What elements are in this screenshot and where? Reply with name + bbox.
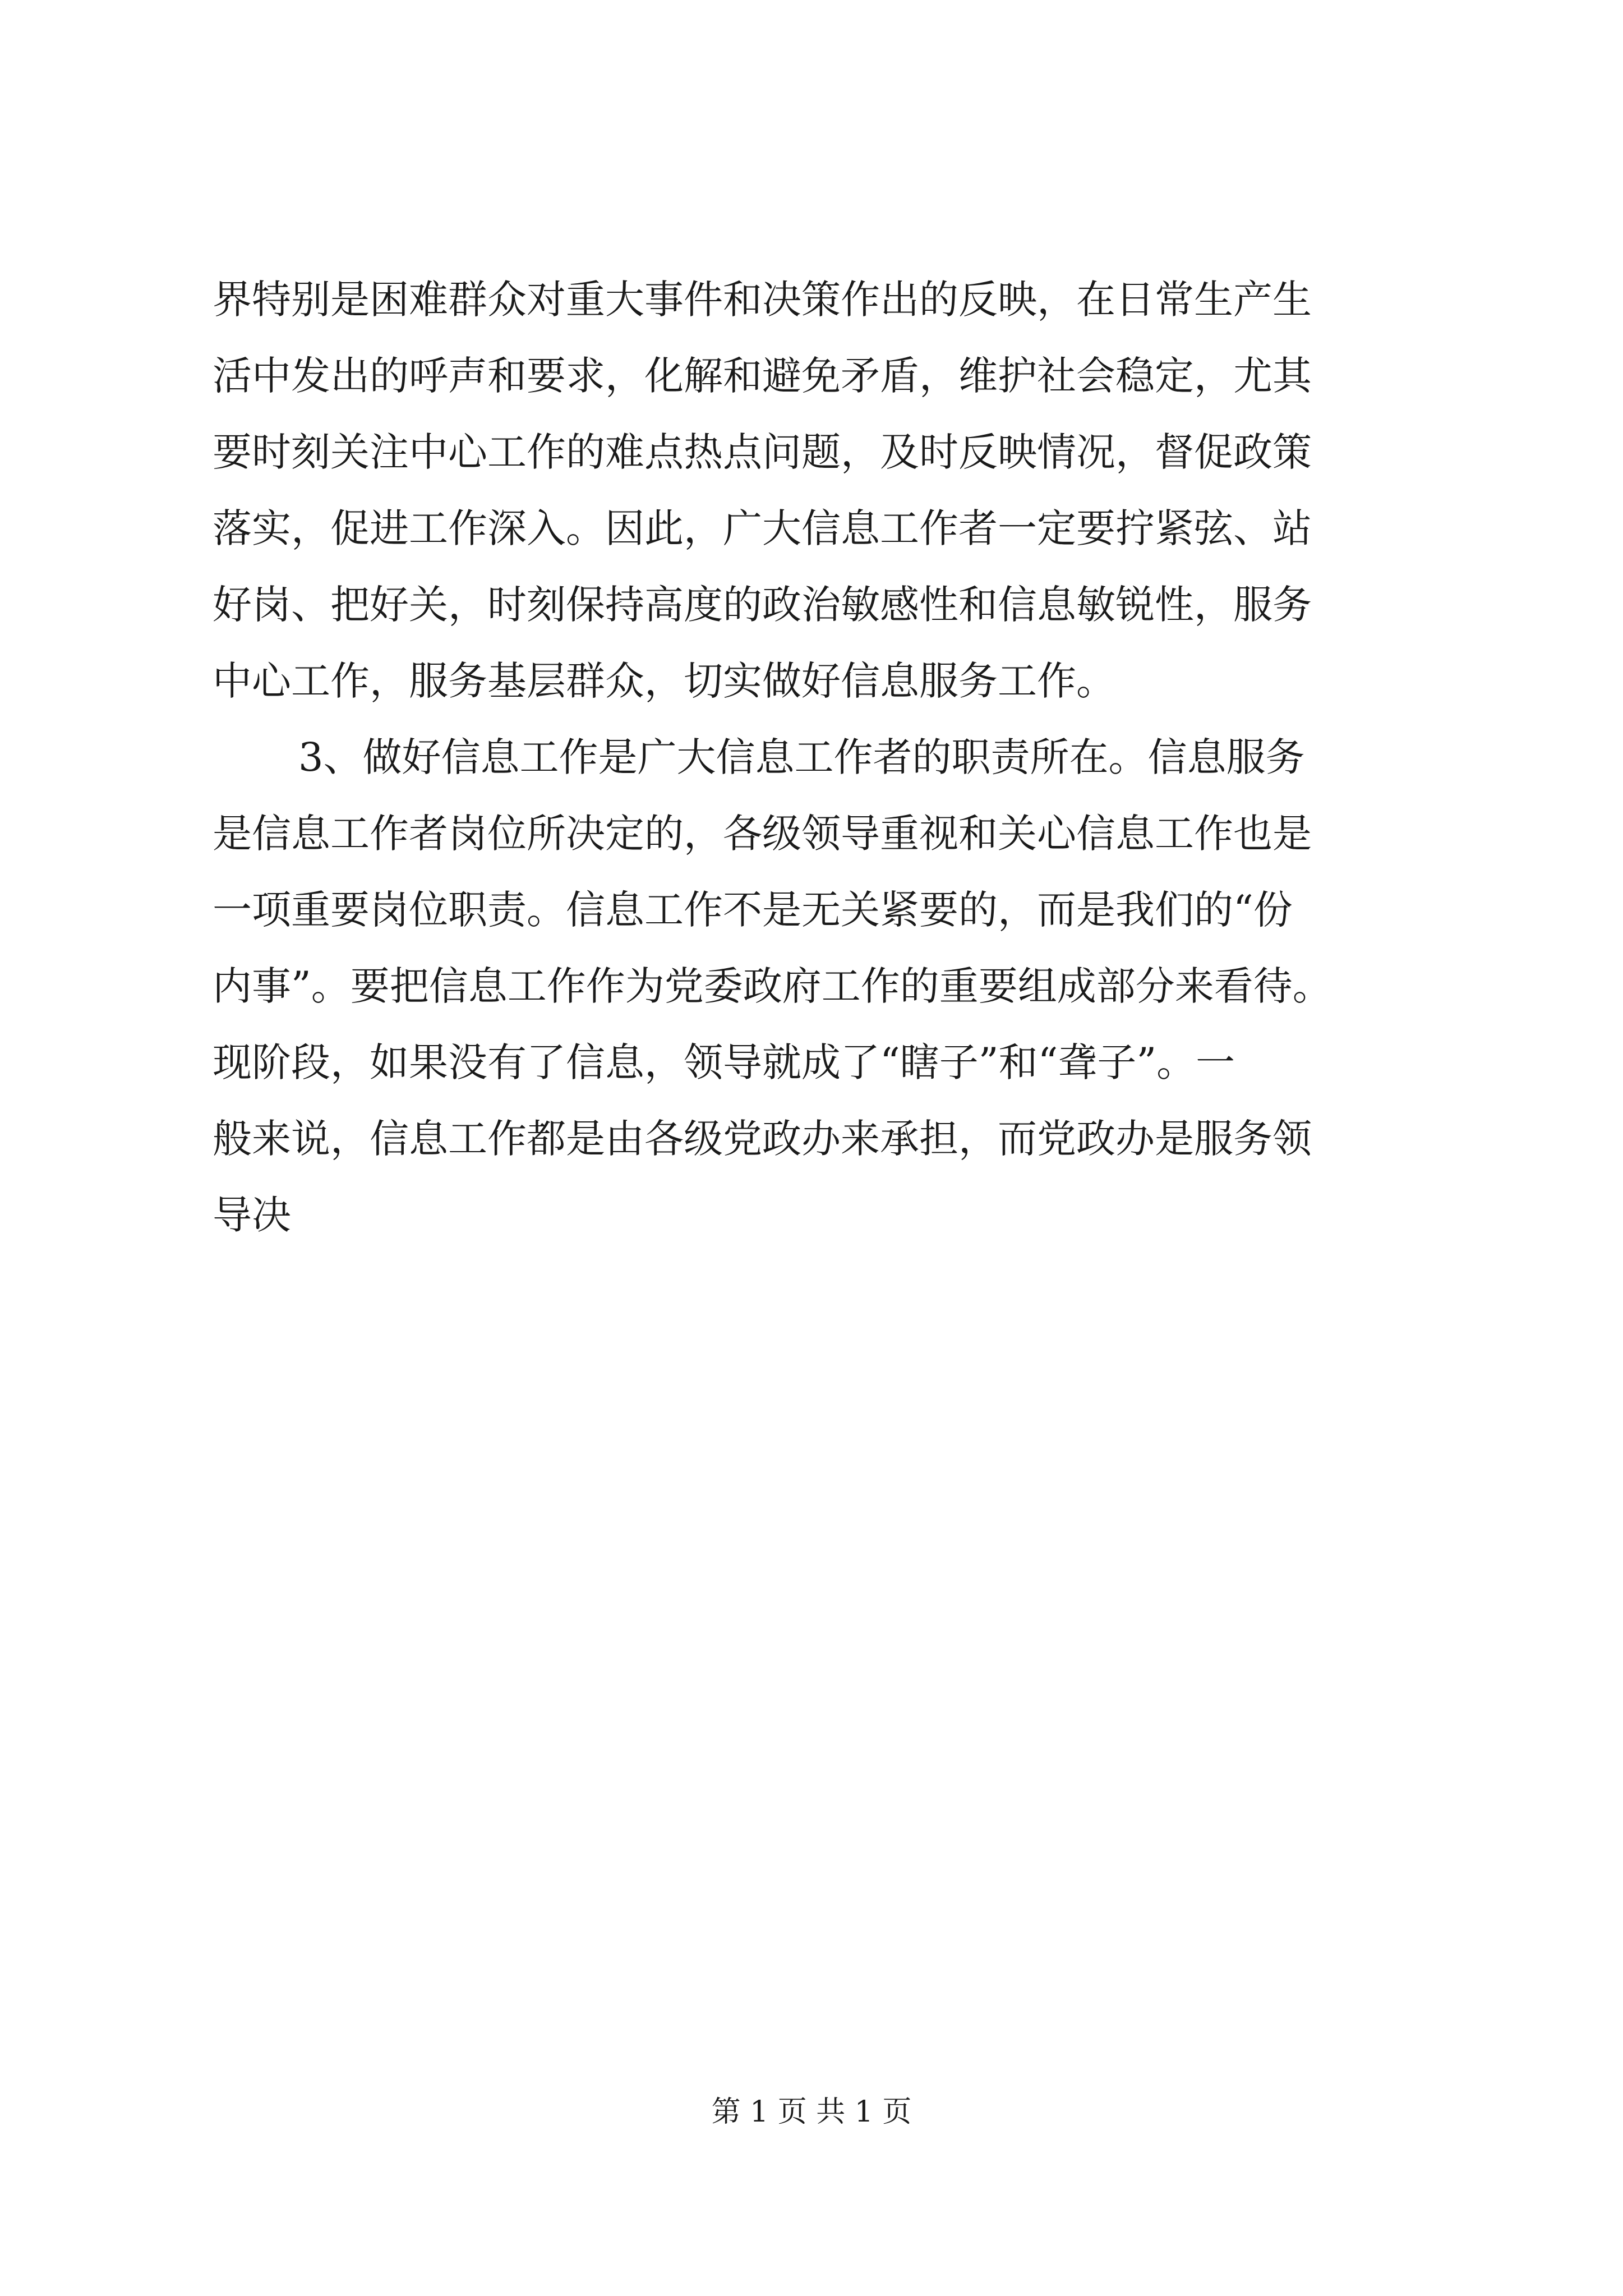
text-line: 中心工作，服务基层群众，切实做好信息服务工作。 [213,658,1115,704]
text-line: 活中发出的呼声和要求，化解和避免矛盾，维护社会稳定，尤其 [213,353,1312,399]
text-line: 要时刻关注中心工作的难点热点问题，及时反映情况，督促政策 [213,429,1312,475]
text-line: 好岗、把好关，时刻保持高度的政治敏感性和信息敏锐性，服务 [213,582,1312,628]
text-line: 落实，促进工作深入。因此，广大信息工作者一定要拧紧弦、站 [213,505,1312,551]
text-line: 内事”。要把信息工作作为党委政府工作的重要组成部分来看待。 [213,963,1332,1009]
page-footer: 第 1 页 共 1 页 [711,2095,912,2129]
text-line: 一项重要岗位职责。信息工作不是无关紧要的，而是我们的“份 [213,887,1293,933]
text-line: 现阶段，如果没有了信息，领导就成了“瞎子”和“聋子”。一 [213,1039,1235,1085]
text-line: 界特别是困难群众对重大事件和决策作出的反映，在日常生产生 [213,277,1312,323]
text-line: 导决 [213,1192,291,1238]
text-line: 般来说，信息工作都是由各级党政办来承担，而党政办是服务领 [213,1116,1312,1162]
paragraph-start-line: 3、做好信息工作是广大信息工作者的职责所在。信息服务 [298,734,1305,780]
text-line: 是信息工作者岗位所决定的，各级领导重视和关心信息工作也是 [213,811,1312,857]
